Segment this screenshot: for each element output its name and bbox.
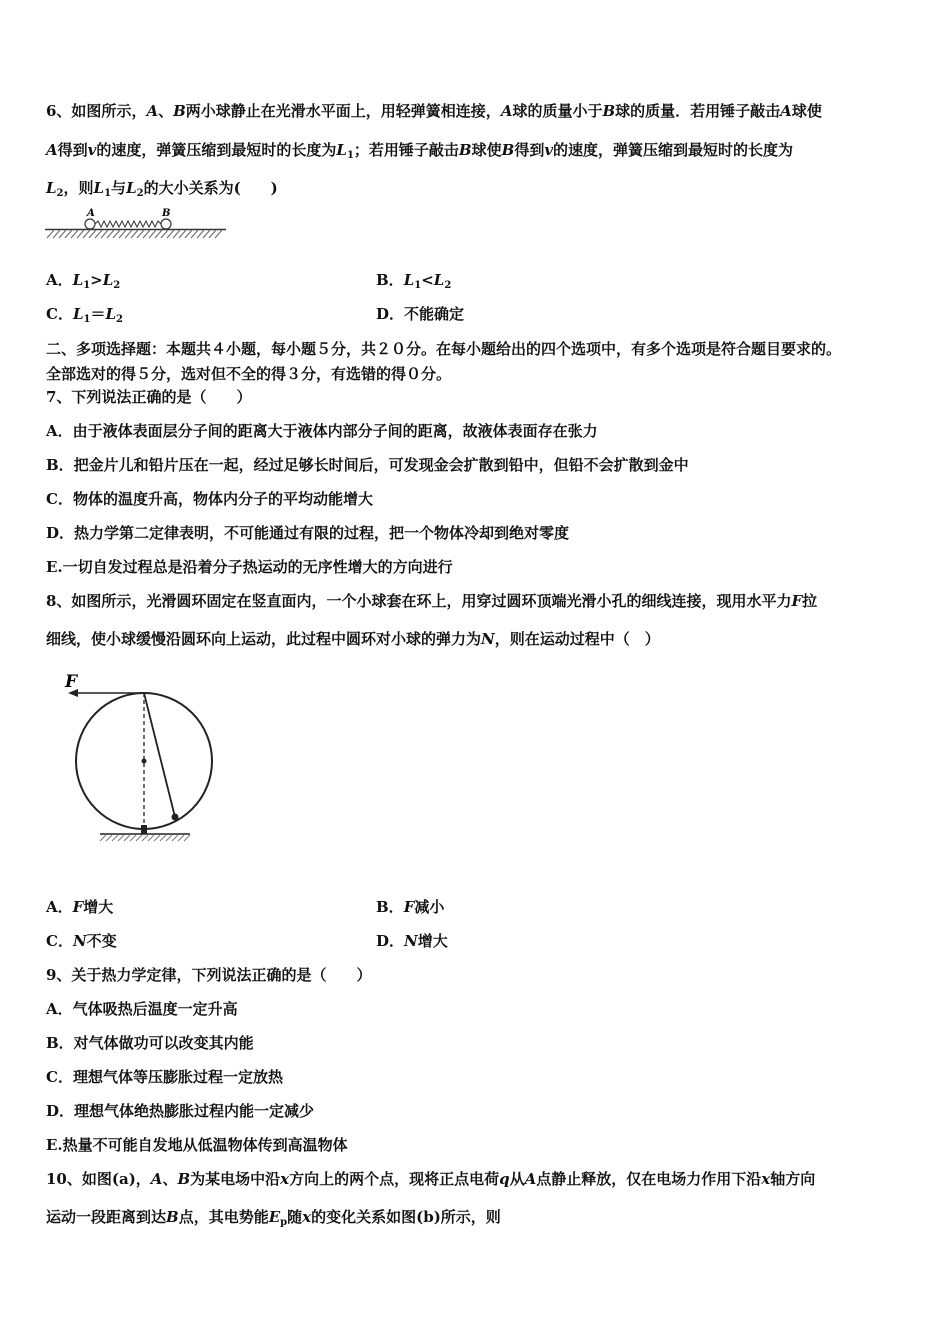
spring: [95, 221, 161, 227]
q9-stem: 9、关于热力学定律，下列说法正确的是（ ）: [46, 966, 372, 984]
fig-label-b: B: [162, 208, 171, 219]
q7-option-b: B．把金片儿和铅片压在一起，经过足够长时间后，可发现金会扩散到铅中，但铅不会扩散到金中: [46, 456, 689, 474]
string: [144, 693, 175, 817]
q6-option-d: D．不能确定: [376, 305, 465, 323]
fig-label-a: A: [87, 208, 95, 219]
q6-stem-line1: 6、如图所示，A、B两小球静止在光滑水平面上，用轻弹簧相连接，A球的质量小于B球的质量．若用锤子敲击A球使: [46, 102, 822, 120]
ring-support: [141, 825, 147, 834]
q7-option-a: A．由于液体表面层分子间的距离大于液体内部分子间的距离，故液体表面存在张力: [46, 422, 598, 440]
ring-center: [142, 759, 147, 764]
q6-stem-line2: A得到v的速度，弹簧压缩到最短时的长度为$L_1$；若用锤子敲击B球使B得到v的速度，弹簧压缩到最短时的长度为: [46, 141, 794, 161]
q6-option-b: B．$L_1<L_2$: [376, 271, 452, 291]
ball-a: [85, 219, 95, 229]
q7-option-c: C．物体的温度升高，物体内分子的平均动能增大: [46, 490, 373, 508]
q8-option-d: D．N增大: [376, 932, 448, 950]
q9-option-e: E.热量不可能自发地从低温物体传到高温物体: [46, 1136, 348, 1154]
q8-option-c: C．N不变: [46, 932, 117, 950]
section2-heading-line1: 二、多项选择题：本题共４小题，每小题５分，共２０分。在每小题给出的四个选项中，有多个选项是符合题目要求的。: [46, 340, 842, 358]
q8-option-b: B．F减小: [376, 898, 445, 916]
q6-stem-line3: $L_2$，则$L_1$与$L_2$的大小关系为( ): [46, 179, 278, 199]
q9-option-d: D．理想气体绝热膨胀过程内能一定减少: [46, 1102, 315, 1120]
spring-figure: [40, 205, 235, 245]
q7-stem: 7、下列说法正确的是（ ）: [46, 388, 252, 406]
small-ball: [172, 814, 179, 821]
q9-option-b: B．对气体做功可以改变其内能: [46, 1034, 254, 1052]
q6-option-c: C．$L_1=L_2$: [46, 305, 123, 325]
q9-option-a: A．气体吸热后温度一定升高: [46, 1000, 238, 1018]
q10-stem-line2: 运动一段距离到达B点，其电势能$E_p$随x的变化关系如图(b)所示，则: [46, 1208, 501, 1228]
q8-stem-line1: 8、如图所示，光滑圆环固定在竖直面内，一个小球套在环上，用穿过圆环顶端光滑小孔的细线连接，现用水平力F拉: [46, 592, 818, 610]
q8-option-a: A．F增大: [46, 898, 114, 916]
section2-heading-line2: 全部选对的得５分，选对但不全的得３分，有选错的得０分。: [46, 365, 452, 383]
q8-stem-line2: 细线，使小球缓慢沿圆环向上运动，此过程中圆环对小球的弹力为N，则在运动过程中（ ）: [46, 630, 660, 648]
q6-option-a: A．$L_1>L_2$: [46, 271, 121, 291]
q7-option-e: E.一切自发过程总是沿着分子热运动的无序性增大的方向进行: [46, 558, 453, 576]
q9-option-c: C．理想气体等压膨胀过程一定放热: [46, 1068, 283, 1086]
q10-stem-line1: 10、如图(a)，A、B为某电场中沿x方向上的两个点，现将正点电荷q从A点静止释放，仅在电场力作用下沿x轴方向: [46, 1170, 816, 1188]
base-hatch: [100, 835, 190, 841]
fig-label-f: F: [65, 672, 78, 692]
ball-b: [161, 219, 171, 229]
ground-hatch: [47, 230, 222, 238]
q7-option-d: D．热力学第二定律表明，不可能通过有限的过程，把一个物体冷却到绝对零度: [46, 524, 570, 542]
ring-figure: [60, 665, 230, 850]
